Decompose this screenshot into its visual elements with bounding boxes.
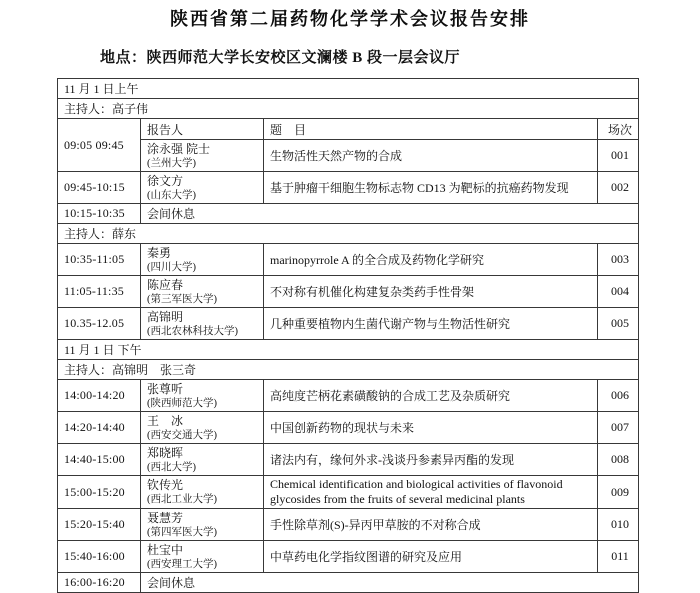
session-cell: 002 — [598, 172, 639, 204]
talk-row — [58, 276, 639, 308]
session-cell: 004 — [598, 276, 639, 308]
session-cell: 009 — [598, 476, 639, 509]
speaker-name: 杜宝中 — [147, 542, 184, 557]
session-cell: 008 — [598, 444, 639, 476]
break-row — [58, 204, 639, 224]
talk-title-cell: 不对称有机催化构建复杂类药手性骨架 — [264, 276, 598, 308]
time-cell: 15:20-15:40 — [58, 509, 141, 541]
talk-title-cell: 几种重要植物内生菌代谢产物与生物活性研究 — [264, 308, 598, 340]
chair-label: 主持人：薛东 — [58, 224, 639, 244]
talk-title-cell: 生物活性天然产物的合成 — [264, 140, 598, 172]
time-cell: 16:00-16:20 — [58, 573, 141, 593]
speaker-affiliation: (四川大学) — [147, 261, 196, 273]
speaker-cell — [141, 244, 264, 276]
header-speaker: 报告人 — [141, 119, 264, 140]
section-row — [58, 340, 639, 360]
speaker-name: 陈应春 — [147, 277, 184, 292]
section-row — [58, 79, 639, 99]
talk-row — [58, 380, 639, 412]
speaker-name: 郑晓晖 — [147, 445, 184, 460]
speaker-affiliation: (陕西师范大学) — [147, 397, 217, 409]
speaker-name: 秦勇 — [147, 245, 172, 260]
session-cell: 006 — [598, 380, 639, 412]
talk-title-cell: 手性除草剂(S)-异丙甲草胺的不对称合成 — [264, 509, 598, 541]
schedule-table-body — [58, 79, 639, 593]
time-cell: 14:00-14:20 — [58, 380, 141, 412]
time-cell: 15:00-15:20 — [58, 476, 141, 509]
talk-row — [58, 172, 639, 204]
speaker-affiliation: (第三军医大学) — [147, 293, 217, 305]
session-cell: 007 — [598, 412, 639, 444]
location-line: 地点：陕西师范大学长安校区文澜楼 B 段一层会议厅 — [100, 50, 461, 66]
speaker-cell — [141, 140, 264, 172]
session-cell: 003 — [598, 244, 639, 276]
time-cell: 14:20-14:40 — [58, 412, 141, 444]
speaker-name: 徐文方 — [147, 173, 184, 188]
chair-row — [58, 224, 639, 244]
talk-title-cell: Chemical identification and biological activities of flavonoid glycosides from the fruits of several medicinal plants — [264, 476, 598, 509]
speaker-cell — [141, 509, 264, 541]
time-cell: 15:40-16:00 — [58, 541, 141, 573]
chair-label: 主持人：高锦明 张三奇 — [58, 360, 639, 380]
break-label: 会间休息 — [141, 573, 639, 593]
talk-row — [58, 476, 639, 509]
speaker-cell — [141, 276, 264, 308]
talk-title-cell: 中国创新药物的现状与未来 — [264, 412, 598, 444]
header-session: 场次 — [598, 119, 639, 140]
talk-row — [58, 308, 639, 340]
speaker-affiliation: (兰州大学) — [147, 157, 196, 169]
session-cell: 011 — [598, 541, 639, 573]
speaker-name: 聂慧芳 — [147, 510, 184, 525]
talk-title-cell: 高纯度芒柄花素磺酸钠的合成工艺及杂质研究 — [264, 380, 598, 412]
talk-row — [58, 244, 639, 276]
speaker-cell — [141, 476, 264, 509]
header-title: 题 目 — [264, 119, 598, 140]
chair-row — [58, 360, 639, 380]
speaker-affiliation: (西北大学) — [147, 461, 196, 473]
time-cell: 11:05-11:35 — [58, 276, 141, 308]
chair-label: 主持人：高子伟 — [58, 99, 639, 119]
column-header-row — [58, 119, 639, 140]
speaker-cell — [141, 380, 264, 412]
session-cell: 010 — [598, 509, 639, 541]
speaker-affiliation: (西安理工大学) — [147, 558, 217, 570]
document-title: 陕西省第二届药物化学学术会议报告安排 — [170, 9, 530, 29]
time-cell: 09:45-10:15 — [58, 172, 141, 204]
speaker-cell — [141, 172, 264, 204]
speaker-cell — [141, 541, 264, 573]
talk-row — [58, 140, 639, 172]
session-cell: 001 — [598, 140, 639, 172]
speaker-name: 高锦明 — [147, 309, 184, 324]
speaker-affiliation: (山东大学) — [147, 189, 196, 201]
talk-title-cell: 诸法内有，缘何外求-浅谈丹参素异丙酯的发现 — [264, 444, 598, 476]
time-cell: 14:40-15:00 — [58, 444, 141, 476]
time-cell: 10.35-12.05 — [58, 308, 141, 340]
speaker-cell — [141, 308, 264, 340]
talk-row — [58, 541, 639, 573]
talk-title-cell: 中草药电化学指纹图谱的研究及应用 — [264, 541, 598, 573]
schedule-table — [57, 78, 639, 593]
time-cell: 09:05 09:45 — [58, 119, 141, 172]
speaker-cell — [141, 412, 264, 444]
talk-title-cell: 基于肿瘤干细胞生物标志物 CD13 为靶标的抗癌药物发现 — [264, 172, 598, 204]
speaker-affiliation: (西北农林科技大学) — [147, 325, 238, 337]
speaker-cell — [141, 444, 264, 476]
speaker-name: 钦传光 — [147, 478, 184, 492]
talk-title-cell: marinopyrrole A 的全合成及药物化学研究 — [264, 244, 598, 276]
break-label: 会间休息 — [141, 204, 639, 224]
chair-row — [58, 99, 639, 119]
speaker-name: 涂永强 院士 — [147, 141, 211, 156]
speaker-name: 张尊听 — [147, 381, 184, 396]
talk-row — [58, 444, 639, 476]
talk-row — [58, 509, 639, 541]
speaker-affiliation: (西北工业大学) — [147, 494, 217, 505]
time-cell: 10:15-10:35 — [58, 204, 141, 224]
section-label: 11 月 1 日上午 — [58, 79, 639, 99]
break-row — [58, 573, 639, 593]
section-label: 11 月 1 日 下午 — [58, 340, 639, 360]
talk-row — [58, 412, 639, 444]
speaker-affiliation: (西安交通大学) — [147, 429, 217, 441]
session-cell: 005 — [598, 308, 639, 340]
speaker-name: 王 冰 — [147, 413, 184, 428]
time-cell: 10:35-11:05 — [58, 244, 141, 276]
speaker-affiliation: (第四军医大学) — [147, 526, 217, 538]
